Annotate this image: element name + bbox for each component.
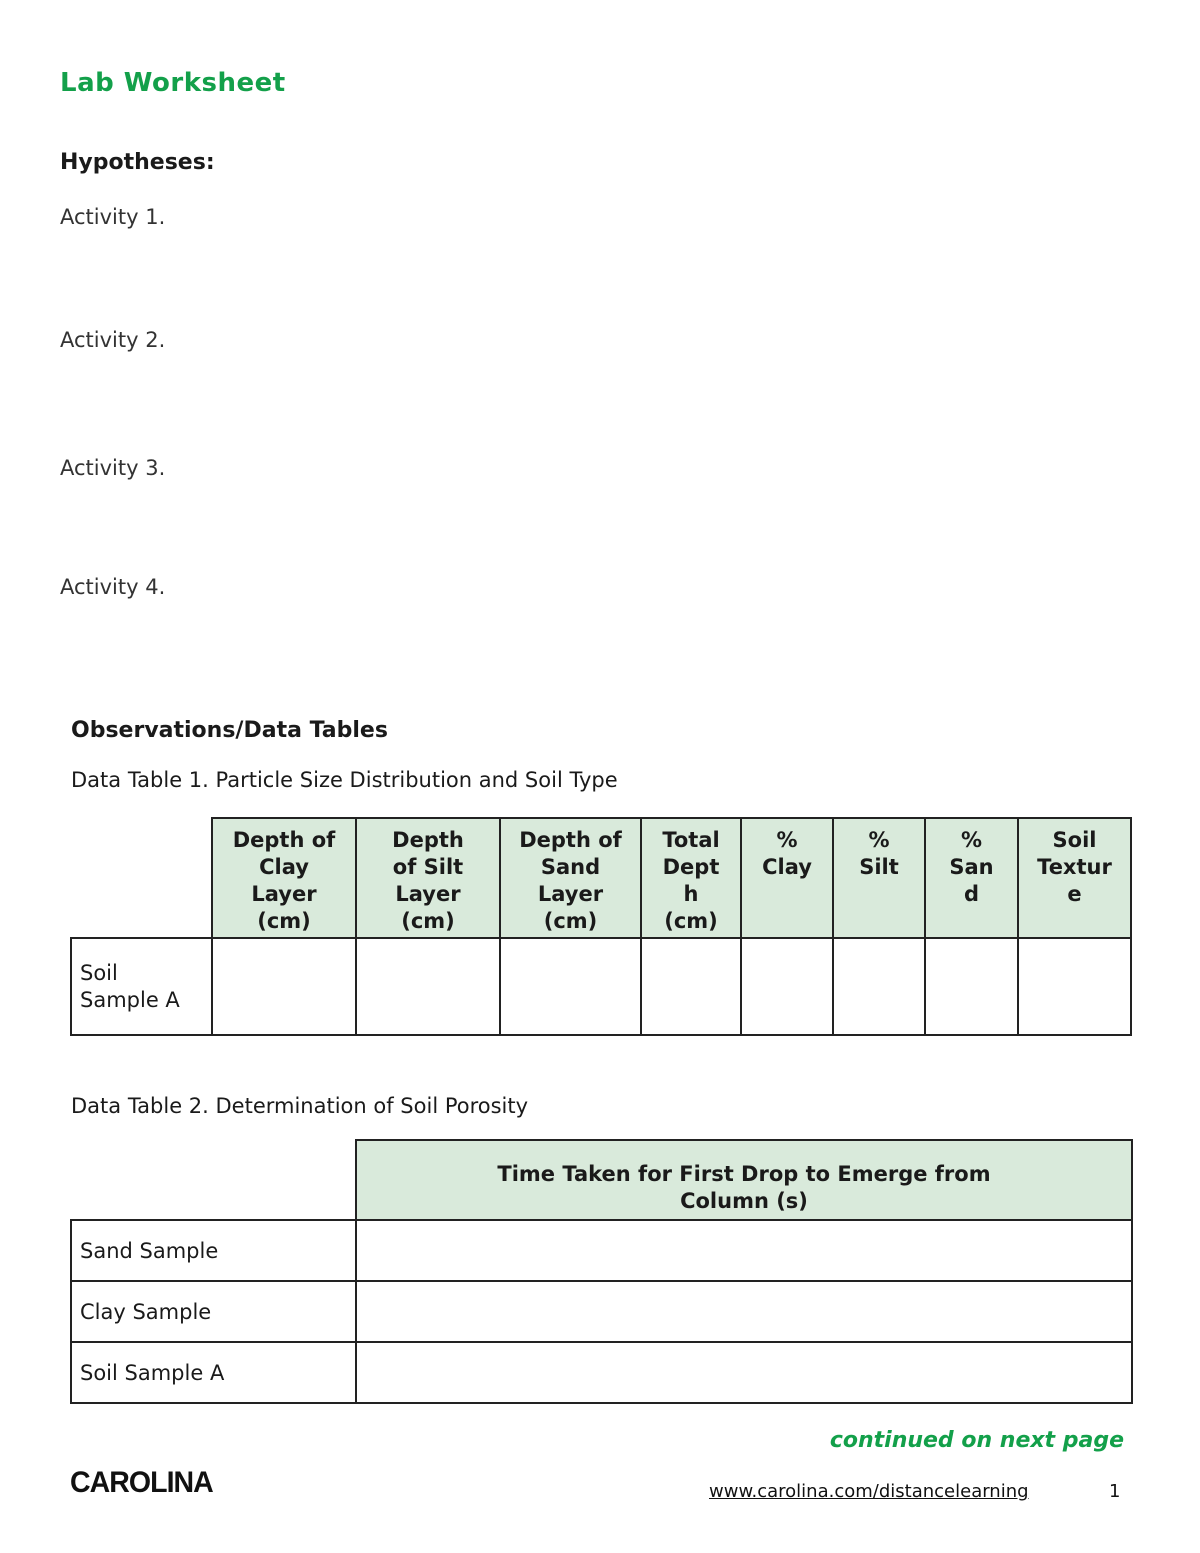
table1-corner (71, 818, 212, 938)
table1-caption: Data Table 1. Particle Size Distribution and Soil Type (71, 768, 618, 792)
header-depth-sand: Depth of Sand Layer (cm) (500, 818, 641, 938)
activity-1-label: Activity 1. (60, 205, 166, 229)
table-row (71, 1281, 1132, 1342)
input-cell-soil-a-time[interactable] (356, 1342, 1132, 1403)
observations-heading: Observations/Data Tables (71, 718, 388, 743)
input-cell-clay-time[interactable] (356, 1281, 1132, 1342)
data-table-2 (70, 1139, 1133, 1404)
data-table-1 (70, 817, 1132, 1036)
header-pct-clay: % Clay (741, 818, 833, 938)
header-depth-silt: Depth of Silt Layer (cm) (356, 818, 500, 938)
header-pct-silt: % Silt (833, 818, 925, 938)
row-label-clay-sample: Clay Sample (71, 1281, 356, 1342)
table2-corner (71, 1140, 356, 1220)
input-cell-pct-clay[interactable] (741, 938, 833, 1035)
table-row (71, 1342, 1132, 1403)
activity-4-label: Activity 4. (60, 575, 166, 599)
distance-learning-link[interactable]: www.carolina.com/distancelearning (709, 1481, 1029, 1502)
input-cell-soil-texture[interactable] (1018, 938, 1131, 1035)
table-row (71, 938, 1131, 1035)
input-cell-total-depth[interactable] (641, 938, 741, 1035)
input-cell-depth-clay[interactable] (212, 938, 356, 1035)
input-cell-depth-sand[interactable] (500, 938, 641, 1035)
continued-note: continued on next page (829, 1428, 1124, 1453)
header-depth-clay: Depth of Clay Layer (cm) (212, 818, 356, 938)
table2-caption: Data Table 2. Determination of Soil Porosity (71, 1094, 529, 1118)
input-cell-depth-silt[interactable] (356, 938, 500, 1035)
row-label-soil-sample-a: Soil Sample A (71, 1342, 356, 1403)
row-label-soil-sample-a: Soil Sample A (71, 938, 212, 1035)
input-cell-pct-sand[interactable] (925, 938, 1018, 1035)
page-number: 1 (1109, 1481, 1121, 1502)
activity-3-label: Activity 3. (60, 456, 166, 480)
input-cell-sand-time[interactable] (356, 1220, 1132, 1281)
activity-2-label: Activity 2. (60, 328, 166, 352)
carolina-logo: CAROLINA (70, 1466, 213, 1499)
table-row (71, 1220, 1132, 1281)
header-total-depth: Total Dept h (cm) (641, 818, 741, 938)
input-cell-pct-silt[interactable] (833, 938, 925, 1035)
header-soil-texture: Soil Textur e (1018, 818, 1131, 938)
hypotheses-heading: Hypotheses: (60, 150, 215, 175)
row-label-sand-sample: Sand Sample (71, 1220, 356, 1281)
header-time-first-drop: Time Taken for First Drop to Emerge from Column (s) (356, 1140, 1132, 1220)
header-pct-sand: % San d (925, 818, 1018, 938)
worksheet-title: Lab Worksheet (60, 68, 286, 98)
